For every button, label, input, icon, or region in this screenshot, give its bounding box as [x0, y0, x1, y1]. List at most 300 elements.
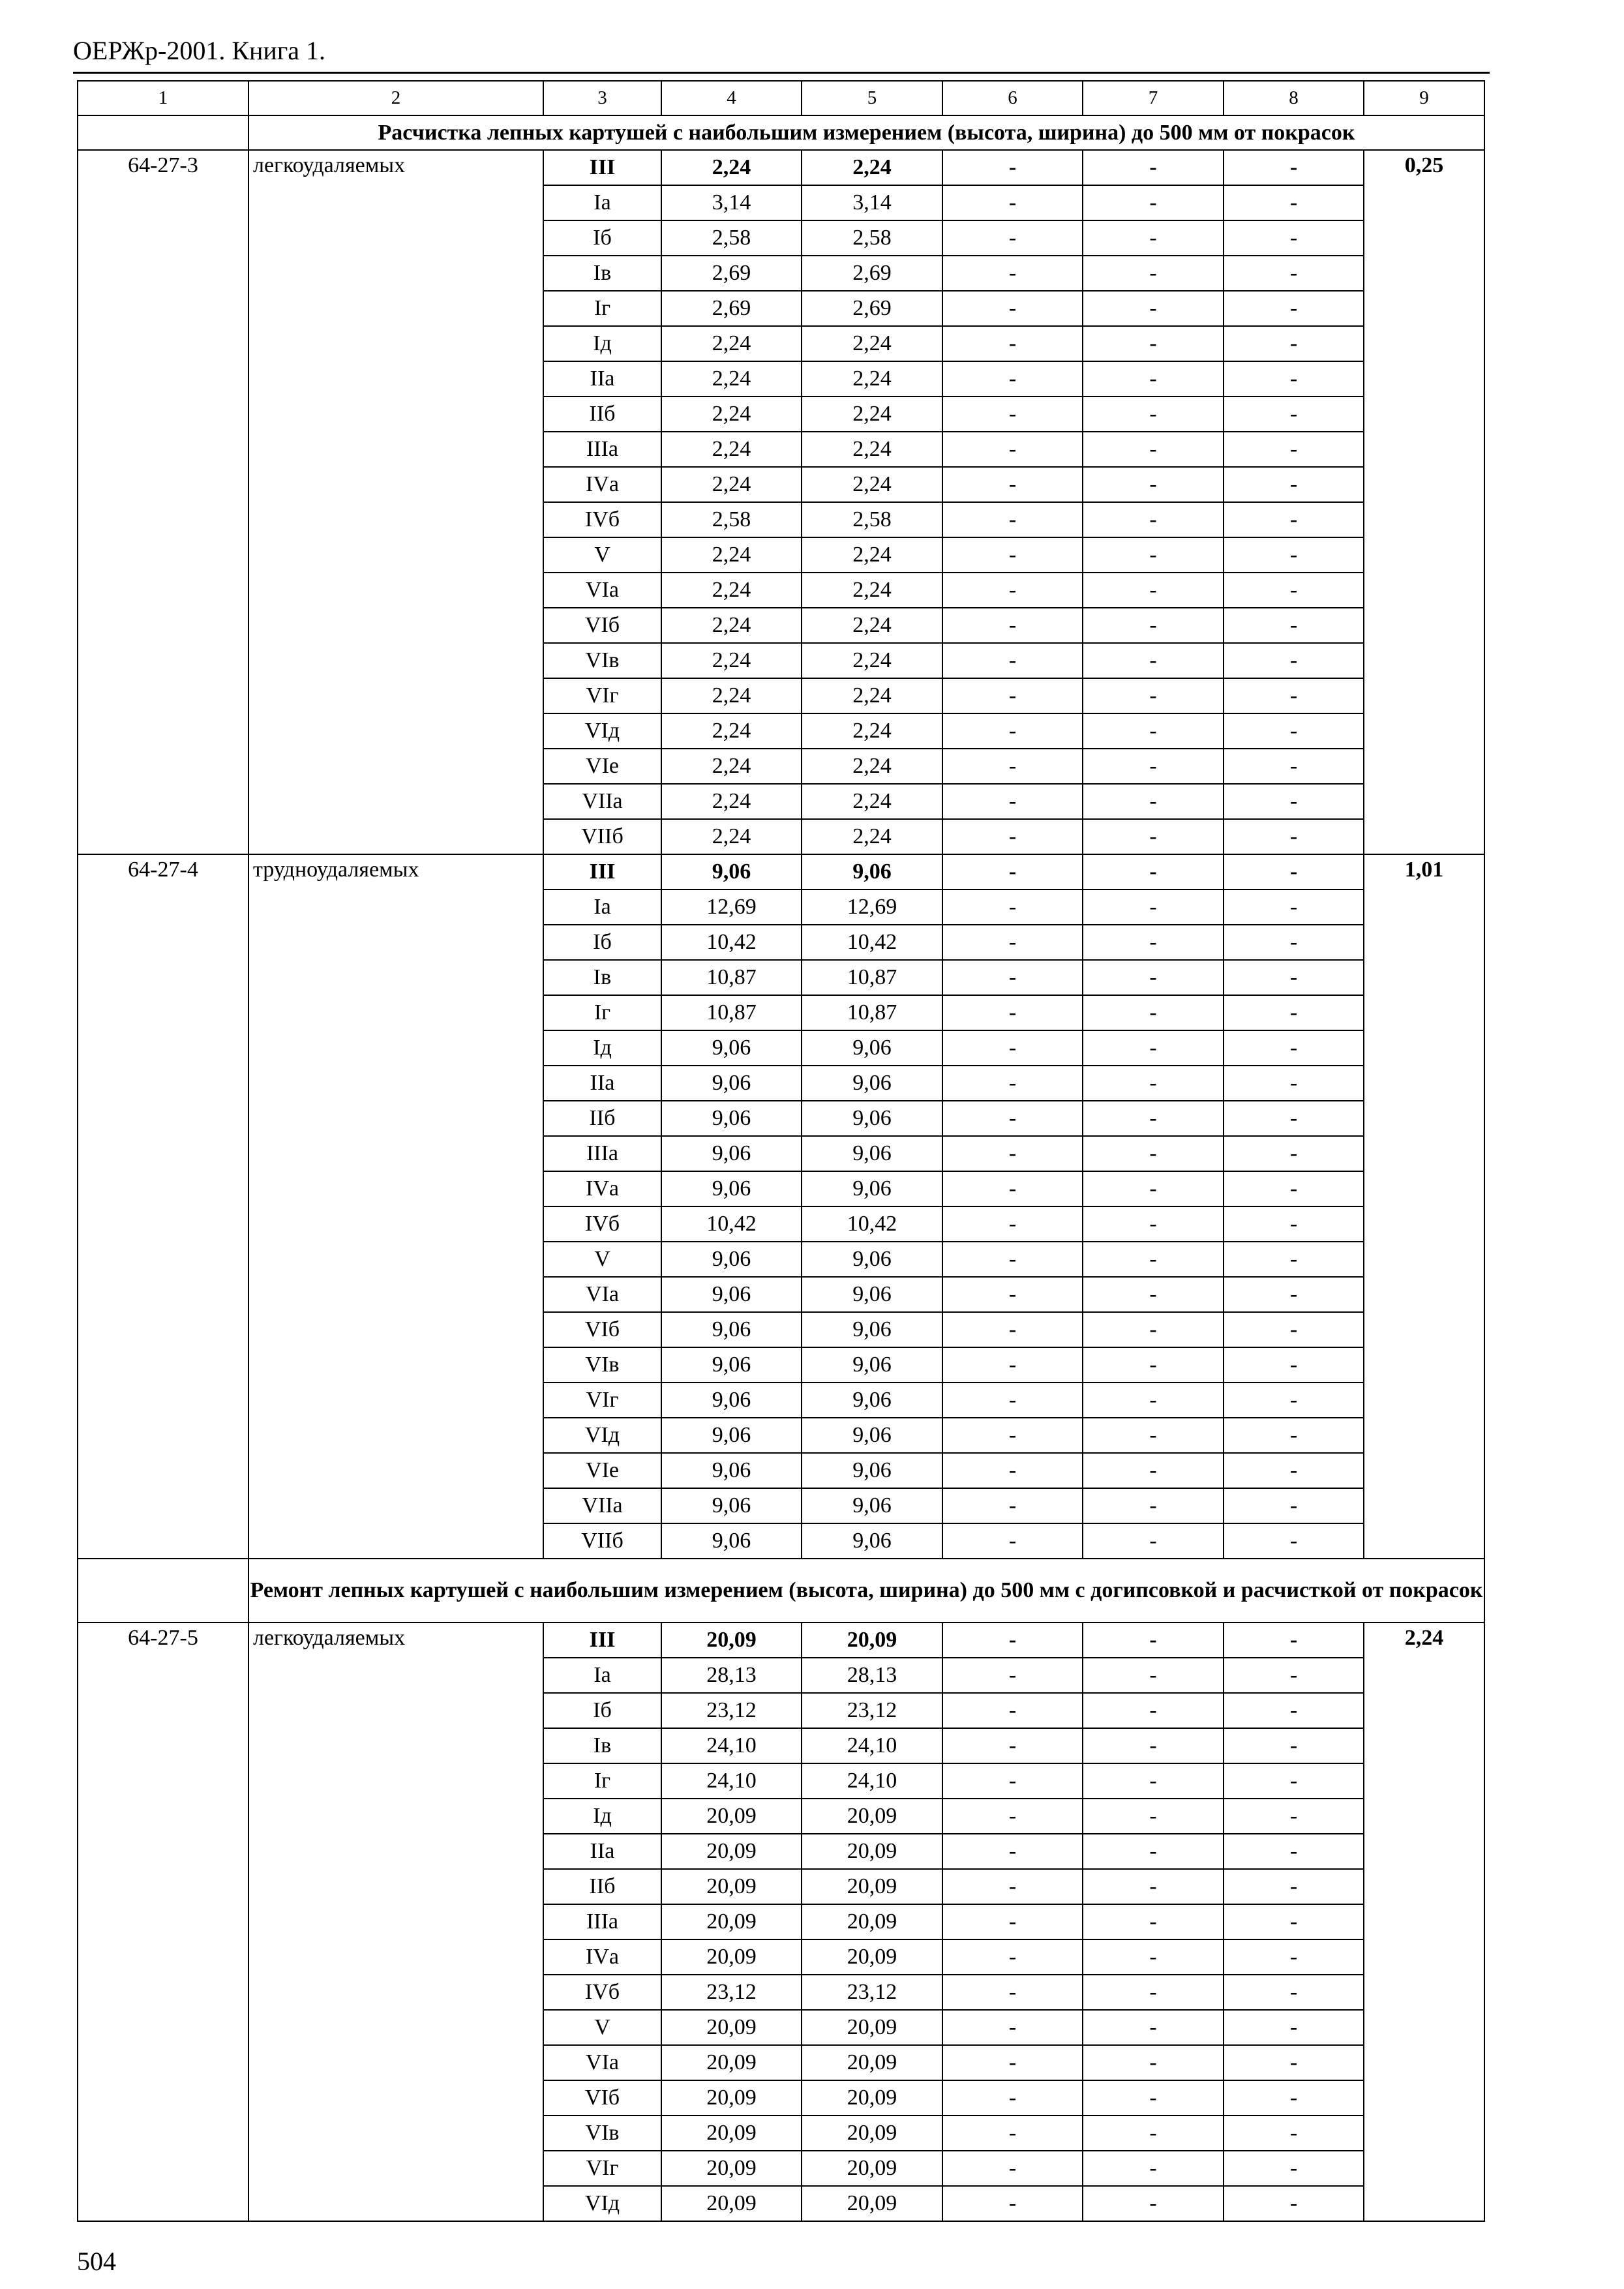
zone-cell: Iб — [543, 220, 661, 256]
dash-col6: - — [942, 1693, 1083, 1728]
value-col5: 2,24 — [802, 819, 942, 854]
value-col4: 2,24 — [661, 361, 802, 396]
dash-col6: - — [942, 432, 1083, 467]
zone-cell: VIе — [543, 1453, 661, 1488]
dash-col7: - — [1083, 643, 1224, 678]
value-col4: 20,09 — [661, 2186, 802, 2221]
value-col4: 20,09 — [661, 2116, 802, 2151]
dash-col7: - — [1083, 1066, 1224, 1101]
dash-col8: - — [1224, 854, 1364, 890]
zone-cell: III — [543, 854, 661, 890]
item-code: 64-27-5 — [78, 1623, 248, 2221]
zone-cell: Iб — [543, 1693, 661, 1728]
zone-cell: VIд — [543, 1418, 661, 1453]
value-col4: 10,87 — [661, 995, 802, 1030]
dash-col7: - — [1083, 1693, 1224, 1728]
dash-col7: - — [1083, 1277, 1224, 1312]
value-col5: 2,24 — [802, 573, 942, 608]
value-col5: 2,24 — [802, 784, 942, 819]
dash-col7: - — [1083, 784, 1224, 819]
dash-col7: - — [1083, 749, 1224, 784]
value-col5: 9,06 — [802, 1066, 942, 1101]
value-col4: 10,87 — [661, 960, 802, 995]
value-col5: 2,24 — [802, 608, 942, 643]
dash-col7: - — [1083, 185, 1224, 220]
column-number-6: 6 — [942, 81, 1083, 115]
dash-col6: - — [942, 925, 1083, 960]
value-col4: 23,12 — [661, 1693, 802, 1728]
value-col4: 9,06 — [661, 1383, 802, 1418]
value-col4: 9,06 — [661, 1242, 802, 1277]
zone-cell: Iа — [543, 1658, 661, 1693]
zone-cell: III — [543, 1623, 661, 1658]
dash-col7: - — [1083, 537, 1224, 573]
value-col5: 10,87 — [802, 995, 942, 1030]
dash-col8: - — [1224, 1066, 1364, 1101]
dash-col6: - — [942, 1799, 1083, 1834]
dash-col6: - — [942, 502, 1083, 537]
dash-col6: - — [942, 1869, 1083, 1904]
dash-col7: - — [1083, 220, 1224, 256]
section-blank-cell — [78, 115, 248, 150]
dash-col8: - — [1224, 537, 1364, 573]
zone-cell: VIд — [543, 2186, 661, 2221]
dash-col7: - — [1083, 1623, 1224, 1658]
dash-col7: - — [1083, 573, 1224, 608]
column-number-8: 8 — [1224, 81, 1364, 115]
zone-cell: VIIб — [543, 819, 661, 854]
dash-col6: - — [942, 819, 1083, 854]
dash-col7: - — [1083, 1658, 1224, 1693]
dash-col6: - — [942, 749, 1083, 784]
value-col5: 24,10 — [802, 1728, 942, 1763]
dash-col6: - — [942, 1834, 1083, 1869]
value-col5: 20,09 — [802, 1869, 942, 1904]
dash-col7: - — [1083, 326, 1224, 361]
item-col9: 1,01 — [1364, 854, 1484, 1559]
value-col5: 9,06 — [802, 1242, 942, 1277]
value-col4: 2,24 — [661, 150, 802, 185]
dash-col6: - — [942, 573, 1083, 608]
dash-col8: - — [1224, 1939, 1364, 1975]
dash-col7: - — [1083, 1975, 1224, 2010]
value-col5: 9,06 — [802, 1171, 942, 1206]
dash-col8: - — [1224, 1171, 1364, 1206]
dash-col8: - — [1224, 995, 1364, 1030]
dash-col7: - — [1083, 1488, 1224, 1523]
value-col4: 20,09 — [661, 2151, 802, 2186]
zone-cell: Iб — [543, 925, 661, 960]
dash-col7: - — [1083, 819, 1224, 854]
dash-col8: - — [1224, 678, 1364, 713]
zone-cell: V — [543, 537, 661, 573]
dash-col6: - — [942, 326, 1083, 361]
zone-cell: Iа — [543, 890, 661, 925]
value-col4: 2,24 — [661, 749, 802, 784]
dash-col6: - — [942, 396, 1083, 432]
value-col4: 9,06 — [661, 1066, 802, 1101]
zone-cell: IIа — [543, 1834, 661, 1869]
dash-col6: - — [942, 2186, 1083, 2221]
section-title: Ремонт лепных картушей с наибольшим измерением (высота, ширина) до 500 мм с догипсовкой и расчисткой от покрасок — [248, 1559, 1484, 1623]
value-col4: 2,69 — [661, 256, 802, 291]
column-number-1: 1 — [78, 81, 248, 115]
value-col4: 20,09 — [661, 1834, 802, 1869]
dash-col8: - — [1224, 749, 1364, 784]
zone-cell: VIв — [543, 2116, 661, 2151]
value-col5: 2,24 — [802, 643, 942, 678]
dash-col6: - — [942, 1277, 1083, 1312]
zone-cell: IIIа — [543, 432, 661, 467]
dash-col8: - — [1224, 2080, 1364, 2116]
value-col5: 2,24 — [802, 150, 942, 185]
dash-col7: - — [1083, 291, 1224, 326]
dash-col8: - — [1224, 1312, 1364, 1347]
dash-col8: - — [1224, 2116, 1364, 2151]
dash-col7: - — [1083, 1728, 1224, 1763]
dash-col7: - — [1083, 995, 1224, 1030]
dash-col8: - — [1224, 2151, 1364, 2186]
dash-col6: - — [942, 220, 1083, 256]
dash-col7: - — [1083, 2151, 1224, 2186]
value-col5: 20,09 — [802, 1623, 942, 1658]
dash-col6: - — [942, 890, 1083, 925]
value-col5: 9,06 — [802, 1101, 942, 1136]
dash-col7: - — [1083, 925, 1224, 960]
dash-col6: - — [942, 1136, 1083, 1171]
dash-col8: - — [1224, 396, 1364, 432]
dash-col7: - — [1083, 502, 1224, 537]
value-col5: 2,69 — [802, 291, 942, 326]
column-number-7: 7 — [1083, 81, 1224, 115]
zone-cell: VIг — [543, 2151, 661, 2186]
value-col4: 9,06 — [661, 1453, 802, 1488]
zone-cell: Iг — [543, 291, 661, 326]
column-number-2: 2 — [248, 81, 543, 115]
dash-col6: - — [942, 713, 1083, 749]
dash-col7: - — [1083, 432, 1224, 467]
dash-col8: - — [1224, 1101, 1364, 1136]
value-col5: 28,13 — [802, 1658, 942, 1693]
zone-cell: Iв — [543, 256, 661, 291]
value-col5: 20,09 — [802, 2045, 942, 2080]
dash-col6: - — [942, 1453, 1083, 1488]
value-col5: 9,06 — [802, 1136, 942, 1171]
dash-col6: - — [942, 1347, 1083, 1383]
value-col4: 24,10 — [661, 1728, 802, 1763]
dash-col7: - — [1083, 713, 1224, 749]
dash-col6: - — [942, 1030, 1083, 1066]
dash-col6: - — [942, 537, 1083, 573]
dash-col6: - — [942, 291, 1083, 326]
value-col4: 24,10 — [661, 1763, 802, 1799]
value-col5: 2,24 — [802, 396, 942, 432]
zone-cell: VIIа — [543, 784, 661, 819]
value-col5: 20,09 — [802, 1834, 942, 1869]
dash-col8: - — [1224, 1728, 1364, 1763]
dash-col7: - — [1083, 1242, 1224, 1277]
zone-cell: VIа — [543, 1277, 661, 1312]
table-row — [78, 1623, 1484, 1658]
dash-col8: - — [1224, 256, 1364, 291]
value-col4: 9,06 — [661, 1277, 802, 1312]
value-col4: 9,06 — [661, 1136, 802, 1171]
value-col5: 20,09 — [802, 2186, 942, 2221]
value-col5: 23,12 — [802, 1693, 942, 1728]
dash-col6: - — [942, 256, 1083, 291]
value-col5: 2,24 — [802, 678, 942, 713]
dash-col6: - — [942, 1728, 1083, 1763]
dash-col7: - — [1083, 1763, 1224, 1799]
value-col4: 9,06 — [661, 1171, 802, 1206]
zone-cell: VIв — [543, 1347, 661, 1383]
value-col4: 9,06 — [661, 1523, 802, 1559]
value-col5: 10,87 — [802, 960, 942, 995]
dash-col6: - — [942, 185, 1083, 220]
zone-cell: VIг — [543, 1383, 661, 1418]
value-col4: 2,24 — [661, 608, 802, 643]
dash-col6: - — [942, 2045, 1083, 2080]
norms-table — [77, 80, 1485, 2222]
column-number-row — [78, 81, 1484, 115]
value-col5: 10,42 — [802, 925, 942, 960]
zone-cell: VIб — [543, 608, 661, 643]
dash-col8: - — [1224, 608, 1364, 643]
dash-col8: - — [1224, 2045, 1364, 2080]
value-col5: 2,24 — [802, 432, 942, 467]
value-col4: 2,24 — [661, 467, 802, 502]
value-col4: 2,24 — [661, 432, 802, 467]
zone-cell: VIа — [543, 2045, 661, 2080]
dash-col7: - — [1083, 890, 1224, 925]
value-col5: 2,24 — [802, 467, 942, 502]
value-col5: 20,09 — [802, 1799, 942, 1834]
dash-col7: - — [1083, 1904, 1224, 1939]
dash-col7: - — [1083, 1453, 1224, 1488]
dash-col8: - — [1224, 220, 1364, 256]
zone-cell: Iа — [543, 185, 661, 220]
value-col4: 20,09 — [661, 2045, 802, 2080]
dash-col6: - — [942, 2151, 1083, 2186]
column-number-3: 3 — [543, 81, 661, 115]
dash-col7: - — [1083, 1523, 1224, 1559]
dash-col6: - — [942, 150, 1083, 185]
item-name: легкоудаляемых — [248, 150, 543, 854]
dash-col8: - — [1224, 1869, 1364, 1904]
dash-col8: - — [1224, 784, 1364, 819]
dash-col7: - — [1083, 256, 1224, 291]
zone-cell: IIб — [543, 396, 661, 432]
item-name: легкоудаляемых — [248, 1623, 543, 2221]
dash-col8: - — [1224, 1763, 1364, 1799]
zone-cell: Iв — [543, 1728, 661, 1763]
page-number: 504 — [77, 2247, 116, 2276]
zone-cell: Iд — [543, 1030, 661, 1066]
value-col4: 20,09 — [661, 1939, 802, 1975]
zone-cell: IIIа — [543, 1136, 661, 1171]
value-col5: 20,09 — [802, 1904, 942, 1939]
table-body — [78, 81, 1484, 2221]
value-col5: 9,06 — [802, 854, 942, 890]
section-title: Расчистка лепных картушей с наибольшим измерением (высота, ширина) до 500 мм от покрасок — [248, 115, 1484, 150]
value-col4: 9,06 — [661, 854, 802, 890]
item-col9: 2,24 — [1364, 1623, 1484, 2221]
value-col4: 20,09 — [661, 1869, 802, 1904]
value-col5: 2,58 — [802, 502, 942, 537]
dash-col8: - — [1224, 1693, 1364, 1728]
dash-col7: - — [1083, 467, 1224, 502]
value-col5: 23,12 — [802, 1975, 942, 2010]
value-col4: 2,24 — [661, 678, 802, 713]
value-col4: 3,14 — [661, 185, 802, 220]
dash-col6: - — [942, 643, 1083, 678]
dash-col7: - — [1083, 2186, 1224, 2221]
dash-col8: - — [1224, 2186, 1364, 2221]
value-col5: 20,09 — [802, 2151, 942, 2186]
document-header: ОЕРЖр-2001. Книга 1. — [73, 36, 325, 65]
zone-cell: IIа — [543, 1066, 661, 1101]
zone-cell: IVб — [543, 502, 661, 537]
value-col5: 2,58 — [802, 220, 942, 256]
zone-cell: VIд — [543, 713, 661, 749]
value-col4: 28,13 — [661, 1658, 802, 1693]
dash-col8: - — [1224, 713, 1364, 749]
dash-col7: - — [1083, 1171, 1224, 1206]
dash-col6: - — [942, 1658, 1083, 1693]
dash-col7: - — [1083, 1869, 1224, 1904]
zone-cell: IIIа — [543, 1904, 661, 1939]
dash-col8: - — [1224, 432, 1364, 467]
dash-col6: - — [942, 854, 1083, 890]
dash-col6: - — [942, 1171, 1083, 1206]
value-col5: 9,06 — [802, 1277, 942, 1312]
value-col5: 2,24 — [802, 749, 942, 784]
value-col4: 20,09 — [661, 2080, 802, 2116]
dash-col6: - — [942, 1939, 1083, 1975]
zone-cell: IIа — [543, 361, 661, 396]
header-rule — [73, 72, 1490, 74]
value-col4: 10,42 — [661, 925, 802, 960]
dash-col6: - — [942, 995, 1083, 1030]
dash-col7: - — [1083, 1101, 1224, 1136]
dash-col8: - — [1224, 1834, 1364, 1869]
dash-col8: - — [1224, 1799, 1364, 1834]
value-col5: 2,24 — [802, 713, 942, 749]
zone-cell: VIв — [543, 643, 661, 678]
value-col4: 9,06 — [661, 1030, 802, 1066]
value-col5: 24,10 — [802, 1763, 942, 1799]
table-row — [78, 854, 1484, 890]
section-blank-cell — [78, 1559, 248, 1623]
zone-cell: IVб — [543, 1975, 661, 2010]
value-col5: 2,24 — [802, 326, 942, 361]
dash-col8: - — [1224, 1136, 1364, 1171]
section-title-row — [78, 115, 1484, 150]
value-col5: 20,09 — [802, 2080, 942, 2116]
dash-col7: - — [1083, 1347, 1224, 1383]
dash-col8: - — [1224, 361, 1364, 396]
dash-col8: - — [1224, 185, 1364, 220]
dash-col6: - — [942, 678, 1083, 713]
dash-col8: - — [1224, 1975, 1364, 2010]
dash-col7: - — [1083, 1799, 1224, 1834]
value-col4: 2,24 — [661, 326, 802, 361]
dash-col8: - — [1224, 1523, 1364, 1559]
value-col5: 9,06 — [802, 1488, 942, 1523]
dash-col7: - — [1083, 1136, 1224, 1171]
item-code: 64-27-4 — [78, 854, 248, 1559]
dash-col8: - — [1224, 2010, 1364, 2045]
zone-cell: IVа — [543, 1939, 661, 1975]
dash-col7: - — [1083, 1206, 1224, 1242]
value-col4: 12,69 — [661, 890, 802, 925]
dash-col8: - — [1224, 1206, 1364, 1242]
value-col5: 20,09 — [802, 1939, 942, 1975]
dash-col8: - — [1224, 467, 1364, 502]
zone-cell: IVб — [543, 1206, 661, 1242]
zone-cell: IVа — [543, 467, 661, 502]
value-col4: 20,09 — [661, 1904, 802, 1939]
dash-col8: - — [1224, 643, 1364, 678]
dash-col8: - — [1224, 326, 1364, 361]
value-col4: 2,69 — [661, 291, 802, 326]
dash-col7: - — [1083, 2116, 1224, 2151]
dash-col6: - — [942, 1101, 1083, 1136]
value-col5: 9,06 — [802, 1312, 942, 1347]
zone-cell: VIб — [543, 2080, 661, 2116]
value-col4: 23,12 — [661, 1975, 802, 2010]
dash-col8: - — [1224, 890, 1364, 925]
value-col4: 2,58 — [661, 502, 802, 537]
value-col4: 20,09 — [661, 2010, 802, 2045]
value-col4: 9,06 — [661, 1312, 802, 1347]
zone-cell: IIб — [543, 1101, 661, 1136]
zone-cell: VIа — [543, 573, 661, 608]
value-col4: 20,09 — [661, 1799, 802, 1834]
dash-col8: - — [1224, 819, 1364, 854]
zone-cell: Iд — [543, 326, 661, 361]
dash-col6: - — [942, 2010, 1083, 2045]
value-col5: 20,09 — [802, 2010, 942, 2045]
section-title-row — [78, 1559, 1484, 1623]
dash-col6: - — [942, 1418, 1083, 1453]
zone-cell: VIIа — [543, 1488, 661, 1523]
dash-col8: - — [1224, 1242, 1364, 1277]
dash-col8: - — [1224, 1030, 1364, 1066]
item-name: трудноудаляемых — [248, 854, 543, 1559]
value-col4: 2,24 — [661, 573, 802, 608]
value-col5: 2,24 — [802, 361, 942, 396]
column-number-4: 4 — [661, 81, 802, 115]
dash-col8: - — [1224, 1383, 1364, 1418]
value-col4: 2,58 — [661, 220, 802, 256]
zone-cell: VIг — [543, 678, 661, 713]
item-code: 64-27-3 — [78, 150, 248, 854]
dash-col7: - — [1083, 396, 1224, 432]
dash-col7: - — [1083, 854, 1224, 890]
value-col4: 2,24 — [661, 713, 802, 749]
value-col4: 20,09 — [661, 1623, 802, 1658]
dash-col7: - — [1083, 361, 1224, 396]
dash-col7: - — [1083, 2010, 1224, 2045]
dash-col7: - — [1083, 608, 1224, 643]
item-col9: 0,25 — [1364, 150, 1484, 854]
dash-col7: - — [1083, 678, 1224, 713]
dash-col6: - — [942, 1523, 1083, 1559]
dash-col8: - — [1224, 1488, 1364, 1523]
column-number-5: 5 — [802, 81, 942, 115]
value-col4: 2,24 — [661, 819, 802, 854]
